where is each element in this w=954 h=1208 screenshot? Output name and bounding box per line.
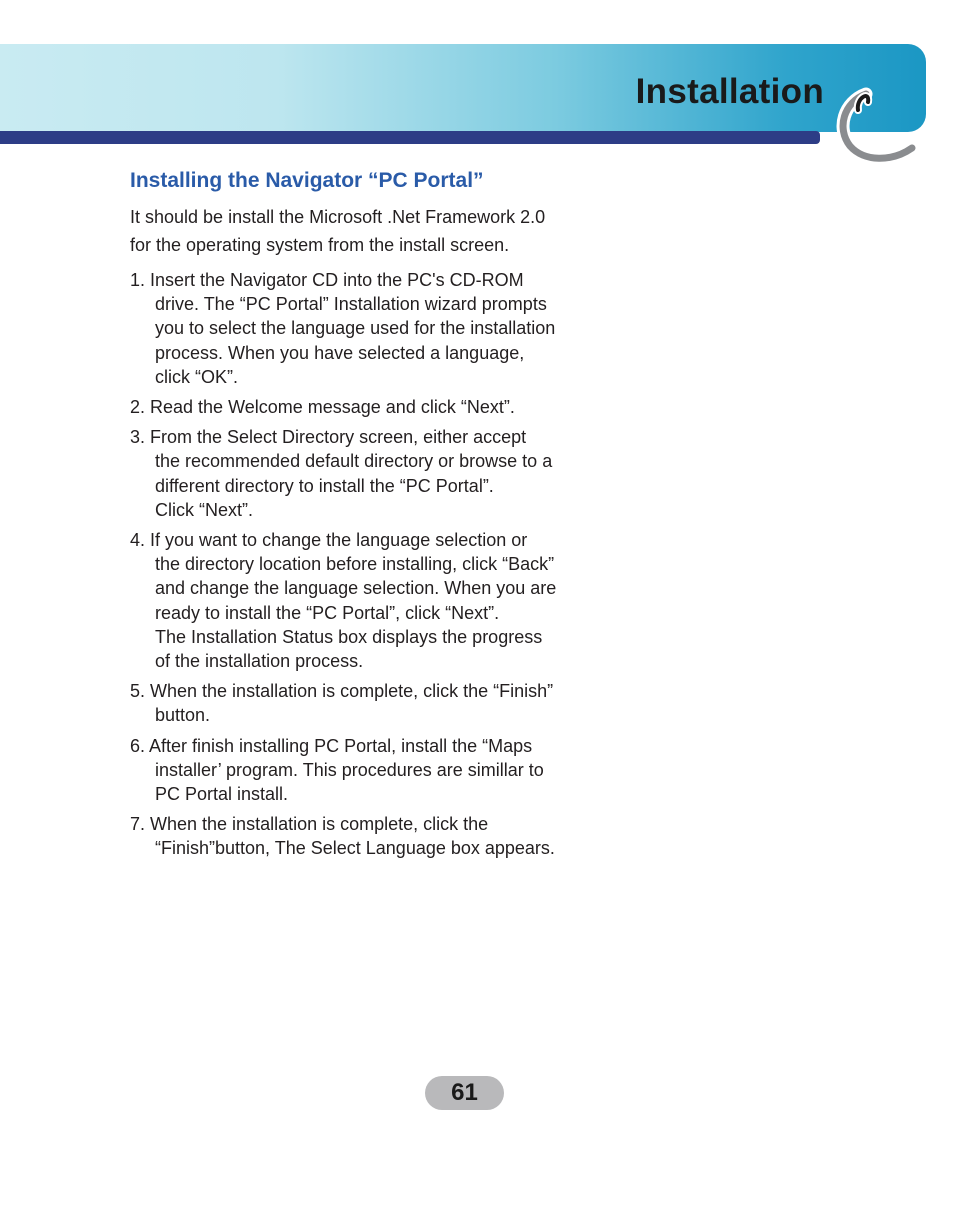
step-line: of the installation process. (155, 651, 364, 672)
step-line: 1. Insert the Navigator CD into the PC's CD-ROM (130, 270, 524, 290)
step-line: Click “Next”. (155, 499, 253, 520)
step-6 (130, 734, 630, 807)
step-line: the recommended default directory or browse to a (155, 451, 553, 472)
step-line: and change the language selection. When you are (155, 578, 557, 599)
step-line: the directory location before installing, click “Back” (155, 554, 555, 575)
step-4 (130, 528, 630, 673)
step-2 (130, 395, 630, 419)
step-line: installer’ program. This procedures are simillar to (155, 759, 544, 780)
step-line: 6. After finish installing PC Portal, install the “Maps (130, 735, 533, 756)
step-line: PC Portal install. (155, 784, 289, 805)
step-line: “Finish”button, The Select Language box appears. (155, 838, 555, 859)
intro-paragraph (130, 203, 630, 259)
step-line: 2. Read the Welcome message and click “Next”. (130, 397, 515, 418)
intro-line: for the operating system from the install screen. (130, 235, 510, 255)
swirl-c-icon (826, 76, 918, 168)
page-title: Installation (635, 72, 824, 111)
step-line: 4. If you want to change the language selection or (130, 530, 528, 551)
step-line: different directory to install the “PC Portal”. (155, 475, 494, 496)
content-column (130, 166, 630, 867)
step-3 (130, 425, 630, 522)
page-number: 61 (425, 1076, 504, 1110)
step-line: you to select the language used for the installation (155, 318, 556, 339)
step-5 (130, 679, 630, 727)
intro-line: It should be install the Microsoft .Net Framework 2.0 (130, 207, 546, 227)
step-line: 3. From the Select Directory screen, either accept (130, 427, 527, 448)
step-line: The Installation Status box displays the progress (155, 626, 543, 647)
step-line: drive. The “PC Portal” Installation wizard prompts (155, 294, 547, 315)
step-line: process. When you have selected a language, (155, 342, 525, 363)
installation-steps (130, 268, 630, 861)
section-title: Installing the Navigator “PC Portal” (130, 169, 484, 192)
step-line: ready to install the “PC Portal”, click “Next”. (155, 602, 500, 623)
step-line: button. (155, 705, 211, 726)
step-1 (130, 268, 630, 389)
step-line: 5. When the installation is complete, click the “Finish” (130, 681, 554, 702)
step-line: 7. When the installation is complete, click the (130, 814, 489, 835)
step-line: click “OK”. (155, 366, 238, 387)
header-rule (0, 131, 820, 144)
step-7 (130, 812, 630, 860)
